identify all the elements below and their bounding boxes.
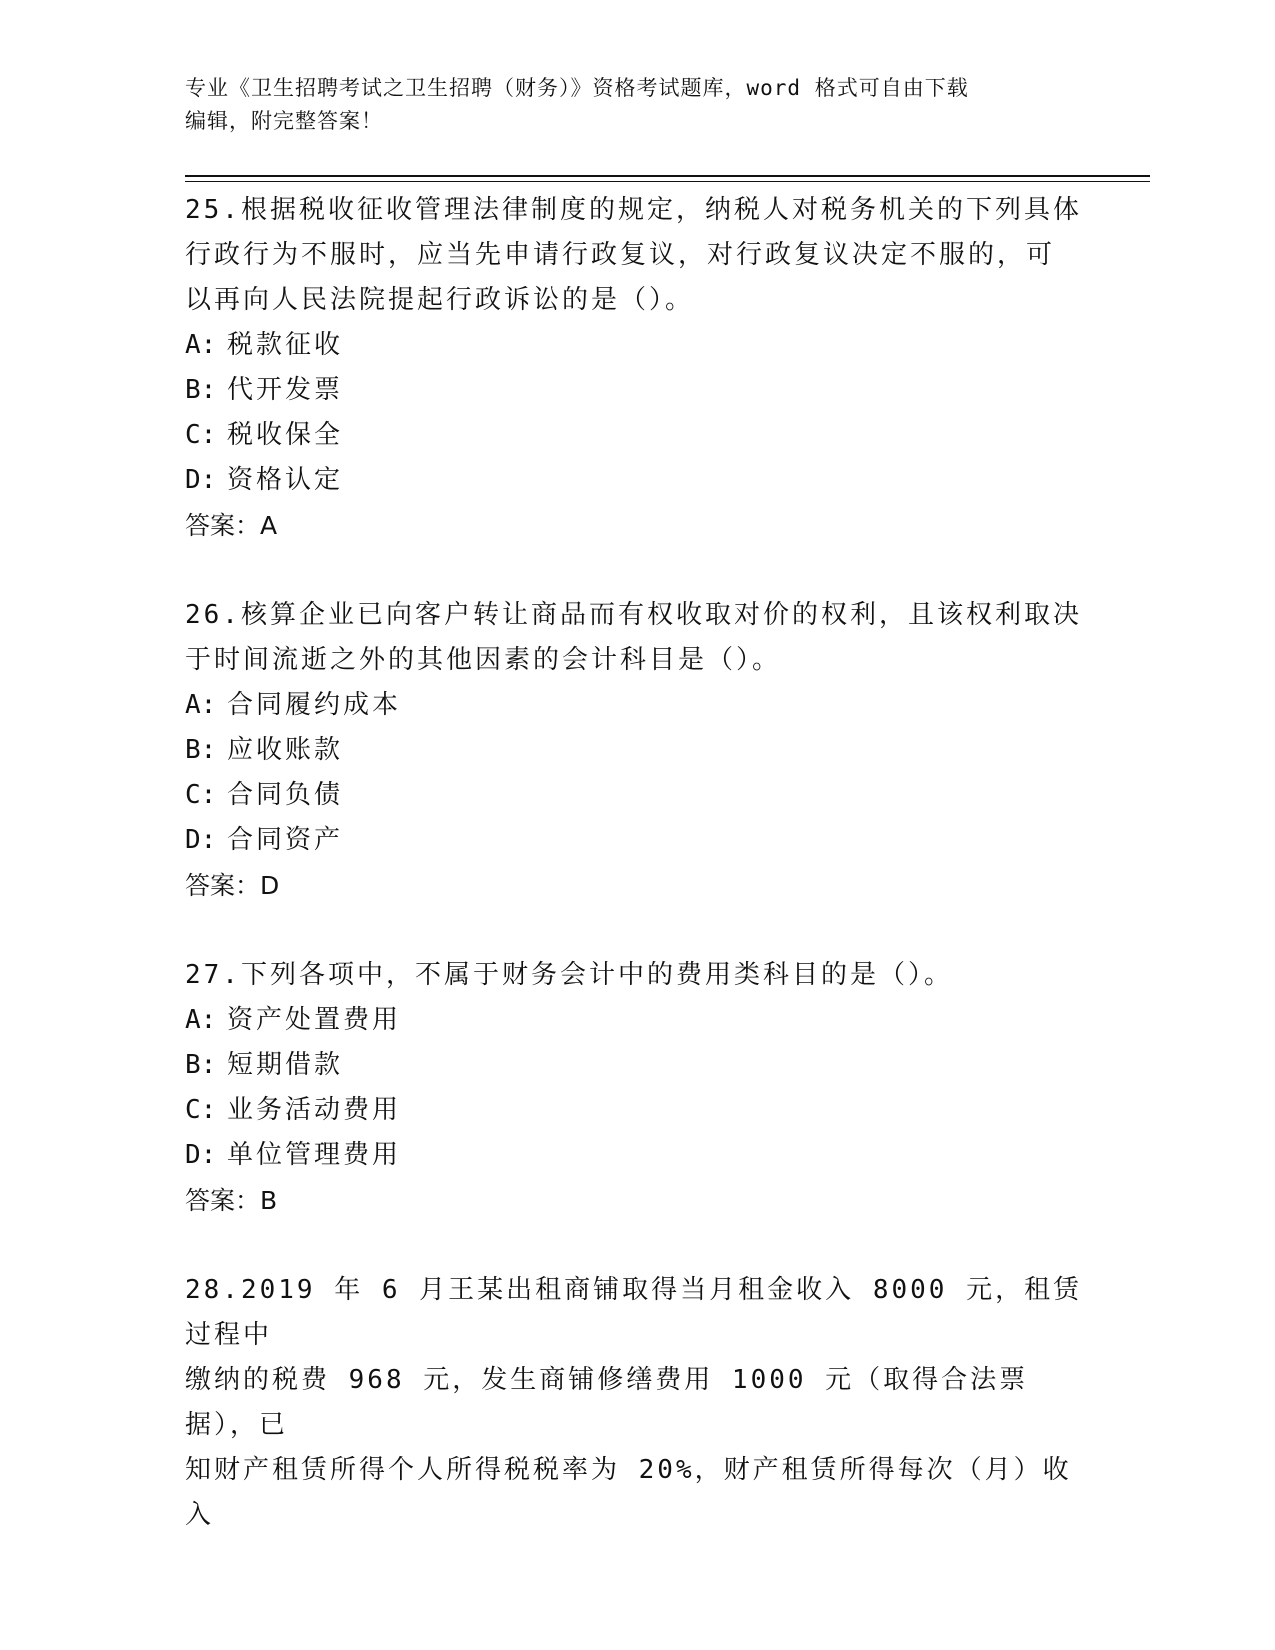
question-list bbox=[185, 188, 1085, 1583]
question-stem bbox=[185, 953, 1085, 998]
option-letter: A: bbox=[185, 690, 217, 720]
answer-line: 答案：D bbox=[185, 871, 280, 900]
stem-line: 25.根据税收征收管理法律制度的规定，纳税人对税务机关的下列具体 bbox=[185, 195, 1082, 225]
option-text: 税款征收 bbox=[227, 330, 344, 360]
stem-line: 26.核算企业已向客户转让商品而有权收取对价的权利，且该权利取决 bbox=[185, 600, 1082, 630]
option-letter: D: bbox=[185, 465, 217, 495]
option-text: 业务活动费用 bbox=[227, 1095, 402, 1125]
option-d bbox=[185, 818, 1085, 863]
option-text: 合同履约成本 bbox=[227, 690, 402, 720]
option-text: 资格认定 bbox=[227, 465, 344, 495]
option-letter: C: bbox=[185, 780, 217, 810]
stem-line: 知财产租赁所得个人所得税税率为 20%，财产租赁所得每次（月）收入 bbox=[185, 1455, 1072, 1530]
question-stem bbox=[185, 188, 1085, 323]
option-text: 应收账款 bbox=[227, 735, 344, 765]
option-b bbox=[185, 368, 1085, 413]
stem-line: 28.2019 年 6 月王某出租商铺取得当月租金收入 8000 元，租赁过程中 bbox=[185, 1275, 1083, 1350]
answer-line: 答案：B bbox=[185, 1186, 278, 1215]
option-letter: A: bbox=[185, 1005, 217, 1035]
option-b bbox=[185, 1043, 1085, 1088]
option-a bbox=[185, 683, 1085, 728]
header-line-2: 编辑，附完整答案！ bbox=[185, 109, 383, 133]
option-d bbox=[185, 458, 1085, 503]
option-letter: C: bbox=[185, 1095, 217, 1125]
option-d bbox=[185, 1133, 1085, 1178]
option-letter: B: bbox=[185, 735, 217, 765]
question-stem bbox=[185, 1268, 1085, 1538]
option-c bbox=[185, 773, 1085, 818]
option-letter: A: bbox=[185, 330, 217, 360]
question-27 bbox=[185, 953, 1085, 1223]
option-text: 单位管理费用 bbox=[227, 1140, 402, 1170]
answer-line: 答案：A bbox=[185, 511, 278, 540]
option-letter: D: bbox=[185, 1140, 217, 1170]
header-divider-thick bbox=[185, 175, 1150, 177]
option-text: 合同资产 bbox=[227, 825, 344, 855]
option-text: 税收保全 bbox=[227, 420, 344, 450]
option-letter: D: bbox=[185, 825, 217, 855]
question-26 bbox=[185, 593, 1085, 908]
option-text: 短期借款 bbox=[227, 1050, 344, 1080]
option-text: 资产处置费用 bbox=[227, 1005, 402, 1035]
stem-line: 行政行为不服时，应当先申请行政复议，对行政复议决定不服的，可 bbox=[185, 240, 1056, 270]
option-text: 合同负债 bbox=[227, 780, 344, 810]
option-letter: B: bbox=[185, 1050, 217, 1080]
header-line-1: 专业《卫生招聘考试之卫生招聘（财务）》资格考试题库，word 格式可自由下载 bbox=[185, 76, 969, 100]
question-25 bbox=[185, 188, 1085, 548]
stem-line: 于时间流逝之外的其他因素的会计科目是（）。 bbox=[185, 645, 782, 675]
question-stem bbox=[185, 593, 1085, 683]
option-letter: C: bbox=[185, 420, 217, 450]
stem-line: 缴纳的税费 968 元，发生商铺修缮费用 1000 元（取得合法票据），已 bbox=[185, 1365, 1029, 1440]
option-a bbox=[185, 323, 1085, 368]
document-header bbox=[185, 72, 1065, 138]
option-c bbox=[185, 413, 1085, 458]
stem-line: 以再向人民法院提起行政诉讼的是（）。 bbox=[185, 285, 695, 315]
stem-line: 27.下列各项中，不属于财务会计中的费用类科目的是（）。 bbox=[185, 960, 953, 990]
option-c bbox=[185, 1088, 1085, 1133]
option-text: 代开发票 bbox=[227, 375, 344, 405]
option-b bbox=[185, 728, 1085, 773]
option-a bbox=[185, 998, 1085, 1043]
option-letter: B: bbox=[185, 375, 217, 405]
question-28 bbox=[185, 1268, 1085, 1538]
header-divider-thin bbox=[185, 181, 1150, 182]
